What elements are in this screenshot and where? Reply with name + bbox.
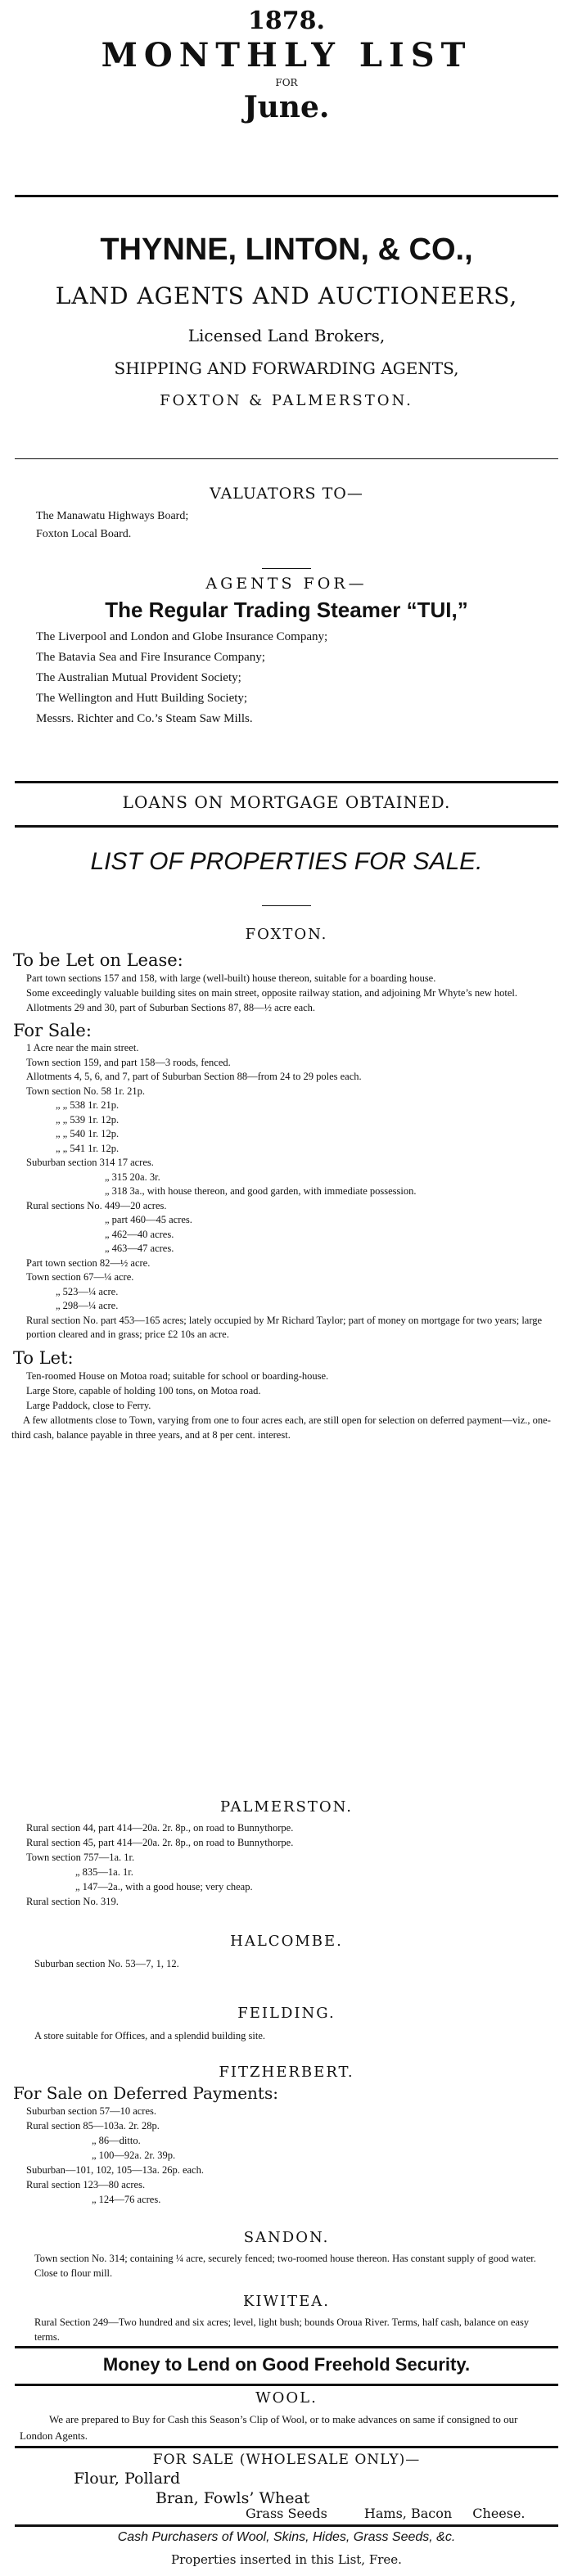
sale-item: „ 318 3a., with house thereon, and good garden, with immediate possession.: [105, 1185, 417, 1197]
fitzherbert-item: „ 124—76 acres.: [92, 2194, 161, 2205]
agent-item: The Liverpool and London and Globe Insurance Company;: [36, 630, 328, 643]
list-title: LIST OF PROPERTIES FOR SALE.: [90, 848, 483, 875]
divider: [15, 2346, 558, 2348]
money-block: [0, 2353, 573, 2377]
divider: [262, 905, 311, 906]
fitzherbert-section: [0, 2063, 573, 2207]
wholesale-item: Bran, Fowls’ Wheat: [156, 2489, 310, 2507]
sale-item: 1 Acre near the main street.: [26, 1042, 139, 1053]
fitzherbert-sub: For Sale on Deferred Payments:: [13, 2083, 278, 2103]
title: MONTHLY LIST: [101, 36, 472, 74]
wool-heading: WOOL.: [255, 2389, 318, 2407]
sale-item: „ „ 541 1r. 12p.: [56, 1142, 120, 1154]
foxton-section: [0, 925, 573, 1442]
fitzherbert-item: Rural section 85—103a. 2r. 28p.: [26, 2120, 160, 2132]
firm-line2: Licensed Land Brokers,: [187, 326, 386, 345]
lease-item: Some exceedingly valuable building sites on main street, opposite railway station, and adjoining Mr Whyte’s new hotel.: [26, 987, 517, 999]
valuator-item: The Manawatu Highways Board;: [36, 510, 189, 522]
kiwitea-item: Rural Section 249—Two hundred and six acres; level, light bush; bounds Oroua River. Terms, half cash, balance on easy terms.: [34, 2317, 530, 2343]
fitzherbert-item: Rural section 123—80 acres.: [26, 2179, 146, 2190]
let-item: Large Store, capable of holding 100 tons, on Motoa road.: [26, 1384, 261, 1396]
agent-item: The Australian Mutual Provident Society;: [36, 671, 241, 684]
sale-item: „ 298—¼ acre.: [56, 1300, 119, 1311]
valuators-heading: VALUATORS TO—: [210, 485, 363, 503]
lease-item: Part town sections 157 and 158, with large (well-built) house thereon, suitable for a boarding house.: [26, 972, 436, 984]
wool-text: We are prepared to Buy for Cash this Season’s Clip of Wool, or to make advances on same if consigned to our London Agents.: [20, 2413, 518, 2442]
feilding-heading: FEILDING.: [237, 2005, 336, 2022]
wholesale-item: Flour, Pollard: [74, 2470, 181, 2488]
palmerston-section: [0, 1798, 573, 1909]
month: June.: [243, 90, 330, 124]
halcombe-item: Suburban section No. 53—7, 1, 12.: [34, 1958, 179, 1969]
palmerston-item: „ 147—2a., with a good house; very cheap.: [75, 1881, 253, 1893]
kiwitea-heading: KIWITEA.: [242, 2293, 331, 2310]
wholesale-block: [0, 2451, 573, 2508]
divider: [15, 781, 558, 783]
agents-heading: AGENTS FOR—: [205, 575, 368, 593]
sale-heading: For Sale:: [13, 1021, 92, 1040]
palmerston-item: Rural section 44, part 414—20a. 2r. 8p., on road to Bunnythorpe.: [26, 1822, 294, 1834]
loans-text: LOANS ON MORTGAGE OBTAINED.: [122, 792, 451, 812]
sandon-heading: SANDON.: [243, 2229, 330, 2246]
fitzherbert-item: Suburban—101, 102, 105—13a. 26p. each.: [26, 2164, 204, 2176]
valuators-block: [0, 485, 573, 544]
let-heading: To Let:: [13, 1347, 74, 1368]
divider: [15, 2524, 558, 2527]
wholesale-item: Hams, Bacon: [363, 2506, 453, 2521]
wholesale-more: [0, 2506, 573, 2521]
sale-item: Rural section No. part 453—165 acres; lately occupied by Mr Richard Taylor; part of money on mortgage for two years; large portion cleared and in grass; price £2 10s an acre.: [26, 1314, 543, 1340]
lease-item: Allotments 29 and 30, part of Suburban Sections 87, 88—½ acre each.: [26, 1002, 316, 1013]
header: [0, 7, 573, 124]
year: 1878.: [248, 7, 325, 35]
sale-item: Suburban section 314 17 acres.: [26, 1157, 154, 1168]
lease-heading: To be Let on Lease:: [13, 950, 183, 970]
sale-item: „ part 460—45 acres.: [105, 1214, 192, 1225]
agent-item: The Batavia Sea and Fire Insurance Company;: [36, 651, 265, 664]
sale-item: „ „ 538 1r. 21p.: [56, 1099, 120, 1111]
sale-item: Town section 67—¼ acre.: [26, 1271, 134, 1283]
halcombe-section: [0, 1932, 573, 1971]
sale-item: „ 463—47 acres.: [105, 1243, 174, 1254]
firm-line1: LAND AGENTS AND AUCTIONEERS,: [55, 282, 518, 309]
sale-item: „ „ 539 1r. 12p.: [56, 1113, 120, 1126]
foxton-heading: FOXTON.: [245, 926, 328, 943]
sandon-item: Town section No. 314; containing ¼ acre, securely fenced; two-roomed house thereon. Has constant supply of good water. Close to flour mill.: [34, 2253, 536, 2279]
firm-block: [0, 231, 573, 413]
sale-item: Town section No. 58 1r. 21p.: [26, 1085, 145, 1097]
divider: [15, 195, 558, 197]
wool-block: [0, 2389, 573, 2444]
fitzherbert-item: „ 86—ditto.: [92, 2135, 141, 2146]
sale-item: „ „ 540 1r. 12p.: [56, 1128, 120, 1139]
palmerston-heading: PALMERSTON.: [220, 1798, 353, 1816]
palmerston-item: „ 835—1a. 1r.: [75, 1866, 133, 1878]
firm-name: THYNNE, LINTON, & CO.,: [100, 232, 473, 267]
feilding-section: [0, 2004, 573, 2043]
sale-item: „ 523—¼ acre.: [56, 1285, 119, 1297]
loans-block: [0, 791, 573, 814]
money-text: Money to Lend on Good Freehold Security.: [102, 2354, 471, 2375]
sale-item: „ 315 20a. 3r.: [105, 1171, 160, 1183]
sale-item: Rural sections No. 449—20 acres.: [26, 1199, 167, 1211]
wholesale-item: Grass Seeds: [246, 2506, 327, 2521]
fitzherbert-item: „ 100—92a. 2r. 39p.: [92, 2150, 176, 2161]
divider: [15, 2446, 558, 2448]
wholesale-item: Cheese.: [472, 2506, 526, 2521]
cash-block: [0, 2529, 573, 2569]
divider: [15, 2384, 558, 2386]
sale-item: Town section 159, and part 158—3 roods, fenced.: [26, 1056, 231, 1068]
allotments-note: A few allotments close to Town, varying from one to four acres each, are still open for selection on deferred payment—viz., one-third cash, balance payable in three years, and at 8 per cent. interest.: [11, 1414, 551, 1441]
for-label: FOR: [275, 77, 298, 88]
let-item: Ten-roomed House on Motoa road; suitable for school or boarding-house.: [26, 1369, 329, 1382]
cash-text: Cash Purchasers of Wool, Skins, Hides, Grass Seeds, &c.: [117, 2530, 456, 2544]
palmerston-item: Rural section 45, part 414—20a. 2r. 8p., on road to Bunnythorpe.: [26, 1837, 294, 1848]
let-item: Large Paddock, close to Ferry.: [26, 1399, 151, 1411]
footer-text: Properties inserted in this List, Free.: [171, 2552, 402, 2567]
agent-item: Messrs. Richter and Co.’s Steam Saw Mills.: [36, 712, 253, 725]
sale-item: Part town section 82—½ acre.: [26, 1256, 151, 1269]
feilding-item: A store suitable for Offices, and a splendid building site.: [34, 2030, 266, 2041]
firm-line3: SHIPPING AND FORWARDING AGENTS,: [114, 359, 459, 378]
fitzherbert-heading: FITZHERBERT.: [219, 2064, 354, 2081]
sale-item: Allotments 4, 5, 6, and 7, part of Suburban Section 88—from 24 to 29 poles each.: [26, 1071, 362, 1082]
agent-item: The Wellington and Hutt Building Society;: [36, 692, 248, 705]
divider: [262, 568, 311, 569]
list-title-block: [0, 846, 573, 877]
fitzherbert-item: Suburban section 57—10 acres.: [26, 2105, 156, 2117]
steamer-line: The Regular Trading Steamer “TUI,”: [105, 598, 468, 622]
sale-item: „ 462—40 acres.: [105, 1228, 174, 1240]
palmerston-item: Town section 757—1a. 1r.: [26, 1852, 135, 1863]
sandon-section: [0, 2228, 573, 2281]
wholesale-heading: FOR SALE (WHOLESALE ONLY)—: [152, 2452, 421, 2468]
valuator-item: Foxton Local Board.: [36, 528, 132, 540]
firm-line4: FOXTON & PALMERSTON.: [160, 392, 413, 409]
kiwitea-section: [0, 2292, 573, 2344]
divider: [15, 825, 558, 828]
halcombe-heading: HALCOMBE.: [230, 1933, 343, 1950]
agents-block: [0, 575, 573, 729]
divider: [15, 458, 558, 459]
palmerston-item: Rural section No. 319.: [26, 1896, 119, 1907]
